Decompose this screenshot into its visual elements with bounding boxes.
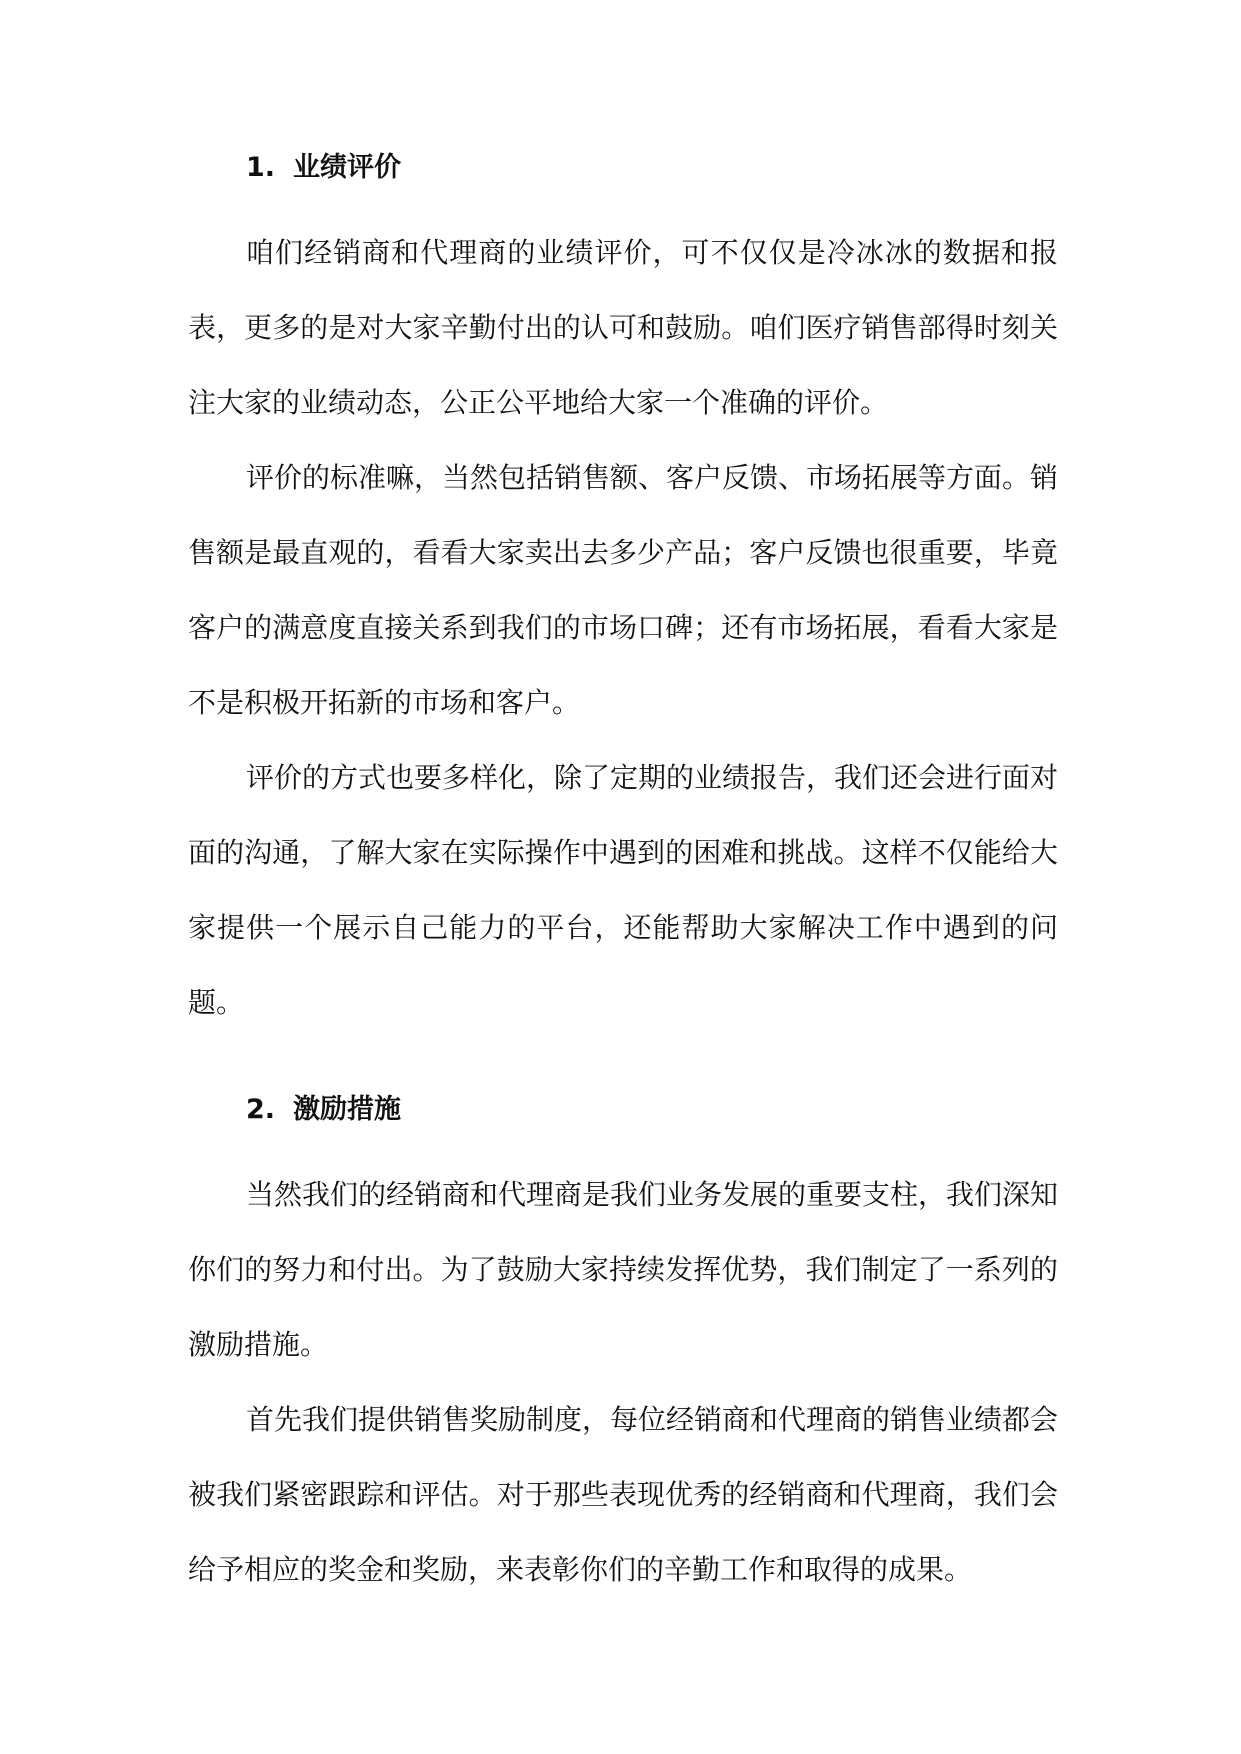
section-number: 2. — [246, 1094, 276, 1125]
section-heading — [188, 143, 1058, 193]
section-incentive-measures — [188, 1085, 1058, 1607]
paragraph: 评价的标准嘛，当然包括销售额、客户反馈、市场拓展等方面。销售额是最直观的，看看大家卖出去多少产品；客户反馈也很重要，毕竟客户的满意度直接关系到我们的市场口碑；还有市场拓展，看看大家是不是积极开拓新的市场和客户。 — [188, 461, 1059, 719]
paragraph: 评价的方式也要多样化，除了定期的业绩报告，我们还会进行面对面的沟通，了解大家在实际操作中遇到的困难和挑战。这样不仅能给大家提供一个展示自己能力的平台，还能帮助大家解决工作中遇到的问题。 — [188, 761, 1059, 1019]
paragraph: 当然我们的经销商和代理商是我们业务发展的重要支柱，我们深知你们的努力和付出。为了鼓励大家持续发挥优势，我们制定了一系列的激励措施。 — [188, 1178, 1059, 1361]
section-heading — [188, 1085, 1058, 1135]
section-title: 激励措施 — [293, 1094, 402, 1125]
section-number: 1. — [246, 152, 276, 183]
paragraph: 咱们经销商和代理商的业绩评价，可不仅仅是冷冰冰的数据和报表，更多的是对大家辛勤付出的认可和鼓励。咱们医疗销售部得时刻关注大家的业绩动态，公正公平地给大家一个准确的评价。 — [188, 236, 1058, 419]
section-title: 业绩评价 — [293, 152, 402, 183]
section-performance-evaluation — [188, 143, 1058, 1040]
paragraph: 首先我们提供销售奖励制度，每位经销商和代理商的销售业绩都会被我们紧密跟踪和评估。对于那些表现优秀的经销商和代理商，我们会给予相应的奖金和奖励，来表彰你们的辛勤工作和取得的成果。 — [188, 1403, 1059, 1586]
document-body — [188, 143, 1058, 1607]
